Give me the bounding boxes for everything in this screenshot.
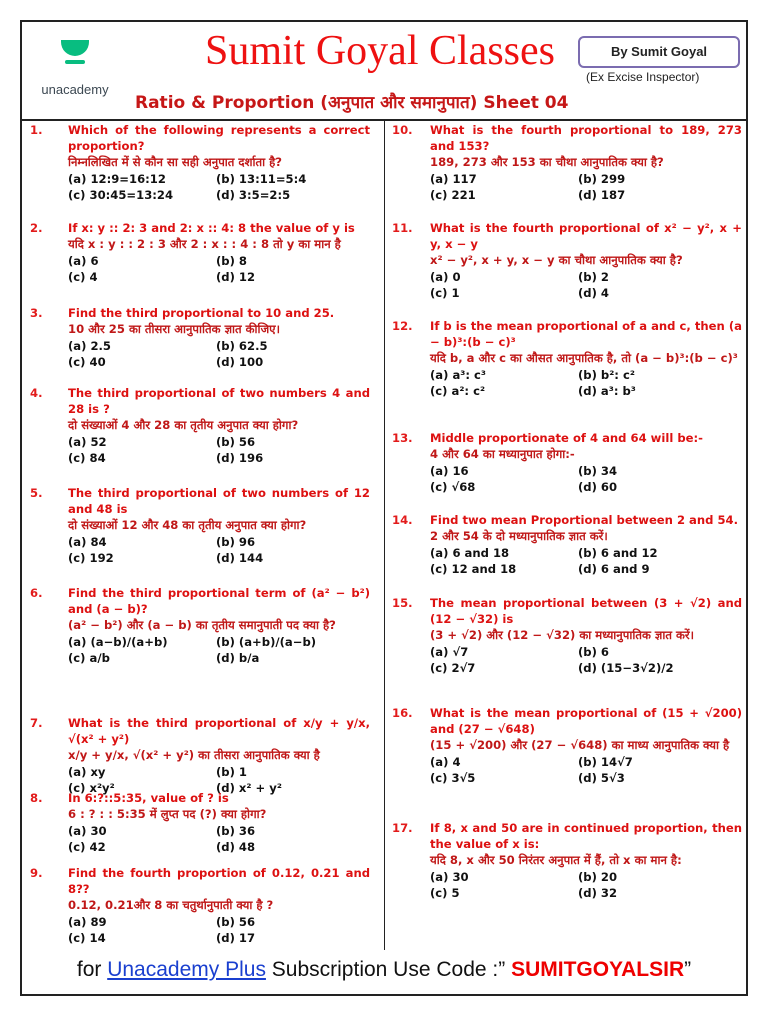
- option: (c) 84: [68, 451, 106, 465]
- option: (b) 36: [216, 824, 256, 838]
- option: (b) 2: [578, 270, 609, 284]
- question-item: [392, 595, 742, 676]
- logo-icon: [61, 40, 89, 56]
- column-divider: [384, 120, 385, 950]
- author-subtitle: (Ex Excise Inspector): [586, 70, 700, 84]
- option: (d) 5√3: [578, 771, 625, 785]
- question-body: [68, 220, 370, 285]
- option: (d) 4: [578, 286, 609, 300]
- option: (b) 6 and 12: [578, 546, 658, 560]
- option: (a) a³: c³: [430, 368, 486, 382]
- question-english: What is the third proportional of x/y + y/x, √(x² + y²): [68, 716, 370, 746]
- question-hindi: 10 और 25 का तीसरा आनुपातिक ज्ञात कीजिए।: [68, 322, 280, 336]
- unacademy-logo: [30, 20, 120, 110]
- unacademy-plus-link[interactable]: Unacademy Plus: [107, 958, 266, 981]
- option: (a) √7: [430, 645, 469, 659]
- question-item: [392, 820, 742, 901]
- option: (a) 12:9=16:12: [68, 172, 166, 186]
- question-number: 2.: [30, 221, 43, 235]
- question-english: What is the fourth proportional to 189, 273 and 153?: [430, 123, 742, 153]
- options-grid: [430, 171, 742, 203]
- option: (b) 62.5: [216, 339, 268, 353]
- options-grid: [68, 171, 370, 203]
- option: (d) 12: [216, 270, 256, 284]
- options-grid: [430, 754, 742, 786]
- option: (b) 96: [216, 535, 256, 549]
- question-item: [30, 122, 370, 203]
- options-grid: [430, 367, 742, 399]
- option: (b) 299: [578, 172, 626, 186]
- option: (c) 4: [68, 270, 98, 284]
- question-hindi: 6 : ? : : 5:35 में लुप्त पद (?) क्या होगा?: [68, 807, 267, 821]
- question-english: Find the third proportional to 10 and 25.: [68, 306, 335, 320]
- option: (c) 5: [430, 886, 460, 900]
- question-body: [68, 122, 370, 203]
- question-number: 17.: [392, 821, 413, 835]
- question-item: [392, 705, 742, 786]
- question-item: [392, 512, 742, 577]
- logo-text: unacademy: [41, 82, 109, 97]
- option: (c) a²: c²: [430, 384, 486, 398]
- question-hindi: x/y + y/x, √(x² + y²) का तीसरा आनुपातिक क्या है: [68, 748, 320, 762]
- question-english: Find the fourth proportion of 0.12, 0.21 and 8??: [68, 866, 370, 896]
- option: (b) 6: [578, 645, 609, 659]
- question-item: [30, 485, 370, 566]
- question-item: [392, 430, 742, 495]
- sheet-title: Ratio & Proportion (अनुपात और समानुपात) Sheet 04: [135, 93, 569, 113]
- option: (a) xy: [68, 765, 106, 779]
- question-number: 12.: [392, 319, 413, 333]
- question-number: 8.: [30, 791, 43, 805]
- question-number: 7.: [30, 716, 43, 730]
- option: (d) 3:5=2:5: [216, 188, 291, 202]
- option: (c) 221: [430, 188, 476, 202]
- option: (a) 89: [68, 915, 107, 929]
- option: (b) 14√7: [578, 755, 633, 769]
- option: (b) 8: [216, 254, 247, 268]
- option: (c) a/b: [68, 651, 110, 665]
- question-body: [68, 790, 370, 855]
- question-number: 1.: [30, 123, 43, 137]
- question-number: 16.: [392, 706, 413, 720]
- question-hindi: यदि x : y : : 2 : 3 और 2 : x : : 4 : 8 तो y का मान है: [68, 237, 341, 251]
- options-grid: [430, 463, 742, 495]
- footer-prefix: for: [76, 958, 108, 981]
- option: (a) 6: [68, 254, 99, 268]
- question-body: [68, 305, 370, 370]
- question-number: 10.: [392, 123, 413, 137]
- question-hindi: (a² − b²) और (a − b) का तृतीय समानुपाती पद क्या है?: [68, 618, 336, 632]
- option: (c) 2√7: [430, 661, 476, 675]
- option: (c) 14: [68, 931, 106, 945]
- question-english: The third proportional of two numbers 4 and 28 is ?: [68, 386, 370, 416]
- option: (a) 30: [430, 870, 469, 884]
- option: (b) 34: [578, 464, 618, 478]
- option: (b) b²: c²: [578, 368, 635, 382]
- option: (d) 144: [216, 551, 264, 565]
- option: (b) (a+b)/(a−b): [216, 635, 317, 649]
- question-item: [30, 305, 370, 370]
- question-number: 13.: [392, 431, 413, 445]
- option: (d) 100: [216, 355, 264, 369]
- option: (c) 30:45=13:24: [68, 188, 174, 202]
- logo-icon-base: [65, 60, 85, 64]
- question-english: What is the fourth proportional of x² − y², x + y, x − y: [430, 221, 742, 251]
- question-english: In 6:?::5:35, value of ? is: [68, 791, 229, 805]
- question-number: 9.: [30, 866, 43, 880]
- options-grid: [430, 869, 742, 901]
- question-english: If 8, x and 50 are in continued proportion, then the value of x is:: [430, 821, 742, 851]
- option: (d) 17: [216, 931, 256, 945]
- question-hindi: 2 और 54 के दो मध्यानुपातिक ज्ञात करें।: [430, 529, 608, 543]
- question-item: [30, 385, 370, 466]
- question-body: [430, 595, 742, 676]
- option: (d) 32: [578, 886, 618, 900]
- question-body: [430, 820, 742, 901]
- options-grid: [68, 338, 370, 370]
- question-hindi: 0.12, 0.21और 8 का चतुर्थानुपाती क्या है ?: [68, 898, 274, 912]
- question-english: Which of the following represents a correct proportion?: [68, 123, 370, 153]
- footer-middle: Subscription Use Code :”: [265, 958, 512, 981]
- question-number: 3.: [30, 306, 43, 320]
- option: (d) (15−3√2)/2: [578, 661, 674, 675]
- option: (c) x²y²: [68, 781, 115, 795]
- question-body: [430, 122, 742, 203]
- question-item: [30, 585, 370, 666]
- question-body: [68, 385, 370, 466]
- options-grid: [68, 823, 370, 855]
- question-hindi: (15 + √200) और (27 − √648) का माध्य आनुपातिक क्या है: [430, 738, 730, 752]
- question-body: [68, 485, 370, 566]
- question-body: [430, 318, 742, 399]
- options-grid: [430, 269, 742, 301]
- option: (b) 56: [216, 915, 256, 929]
- question-body: [430, 220, 742, 301]
- question-english: The mean proportional between (3 + √2) and (12 − √32) is: [430, 596, 742, 626]
- option: (a) 4: [430, 755, 461, 769]
- option: (d) 6 and 9: [578, 562, 650, 576]
- question-hindi: निम्नलिखित में से कौन सा सही अनुपात दर्शाता है?: [68, 155, 283, 169]
- option: (a) 16: [430, 464, 469, 478]
- question-body: [68, 715, 370, 796]
- option: (d) 187: [578, 188, 626, 202]
- option: (a) 117: [430, 172, 477, 186]
- option: (c) 12 and 18: [430, 562, 517, 576]
- question-hindi: x² − y², x + y, x − y का चौथा आनुपातिक क्या है?: [430, 253, 683, 267]
- option: (c) √68: [430, 480, 476, 494]
- option: (b) 1: [216, 765, 247, 779]
- option: (d) x² + y²: [216, 781, 282, 795]
- question-hindi: दो संख्याओं 4 और 28 का तृतीय अनुपात क्या होगा?: [68, 418, 299, 432]
- question-number: 14.: [392, 513, 413, 527]
- question-hindi: यदि b, a और c का औसत आनुपातिक है, तो (a − b)³:(b − c)³: [430, 351, 738, 365]
- option: (d) 196: [216, 451, 264, 465]
- options-grid: [68, 434, 370, 466]
- option: (b) 13:11=5:4: [216, 172, 307, 186]
- question-body: [430, 512, 742, 577]
- option: (a) 2.5: [68, 339, 111, 353]
- option: (c) 42: [68, 840, 106, 854]
- question-item: [30, 715, 370, 796]
- question-item: [392, 220, 742, 301]
- question-body: [430, 705, 742, 786]
- question-hindi: दो संख्याओं 12 और 48 का तृतीय अनुपात क्या होगा?: [68, 518, 307, 532]
- option: (c) 40: [68, 355, 106, 369]
- option: (a) 52: [68, 435, 107, 449]
- question-english: The third proportional of two numbers of 12 and 48 is: [68, 486, 370, 516]
- question-english: Middle proportionate of 4 and 64 will be:-: [430, 431, 703, 445]
- referral-code: SUMITGOYALSIR: [511, 958, 685, 981]
- question-english: What is the mean proportional of (15 + √200) and (27 − √648): [430, 706, 742, 736]
- question-item: [392, 122, 742, 203]
- question-body: [68, 865, 370, 946]
- options-grid: [68, 914, 370, 946]
- options-grid: [68, 634, 370, 666]
- author-badge: By Sumit Goyal: [578, 36, 740, 68]
- option: (a) 6 and 18: [430, 546, 510, 560]
- question-number: 5.: [30, 486, 43, 500]
- question-english: If x: y :: 2: 3 and 2: x :: 4: 8 the value of y is: [68, 221, 355, 235]
- options-grid: [68, 534, 370, 566]
- option: (d) 48: [216, 840, 256, 854]
- option: (c) 1: [430, 286, 460, 300]
- question-item: [30, 220, 370, 285]
- option: (a) 30: [68, 824, 107, 838]
- question-number: 4.: [30, 386, 43, 400]
- question-english: Find the third proportional term of (a² − b²) and (a − b)?: [68, 586, 370, 616]
- option: (a) (a−b)/(a+b): [68, 635, 168, 649]
- option: (a) 84: [68, 535, 107, 549]
- question-number: 15.: [392, 596, 413, 610]
- option: (c) 3√5: [430, 771, 476, 785]
- option: (d) 60: [578, 480, 618, 494]
- question-hindi: यदि 8, x और 50 निरंतर अनुपात में हैं, तो x का मान है:: [430, 853, 682, 867]
- question-english: If b is the mean proportional of a and c, then (a − b)³:(b − c)³: [430, 319, 742, 349]
- option: (d) b/a: [216, 651, 260, 665]
- footer: [22, 958, 746, 982]
- options-grid: [68, 253, 370, 285]
- page-title: Sumit Goyal Classes: [204, 28, 555, 74]
- options-grid: [430, 644, 742, 676]
- option: (c) 192: [68, 551, 114, 565]
- question-item: [30, 790, 370, 855]
- option: (d) a³: b³: [578, 384, 636, 398]
- option: (b) 56: [216, 435, 256, 449]
- question-item: [392, 318, 742, 399]
- question-hindi: 4 और 64 का मध्यानुपात होगा:-: [430, 447, 575, 461]
- option: (b) 20: [578, 870, 618, 884]
- question-hindi: (3 + √2) और (12 − √32) का मध्यानुपातिक ज्ञात करें।: [430, 628, 695, 642]
- footer-suffix: ”: [684, 958, 692, 981]
- question-hindi: 189, 273 और 153 का चौथा आनुपातिक क्या है?: [430, 155, 664, 169]
- options-grid: [430, 545, 742, 577]
- question-number: 6.: [30, 586, 43, 600]
- question-body: [68, 585, 370, 666]
- question-item: [30, 865, 370, 946]
- question-number: 11.: [392, 221, 413, 235]
- question-english: Find two mean Proportional between 2 and 54.: [430, 513, 739, 527]
- question-body: [430, 430, 742, 495]
- option: (a) 0: [430, 270, 461, 284]
